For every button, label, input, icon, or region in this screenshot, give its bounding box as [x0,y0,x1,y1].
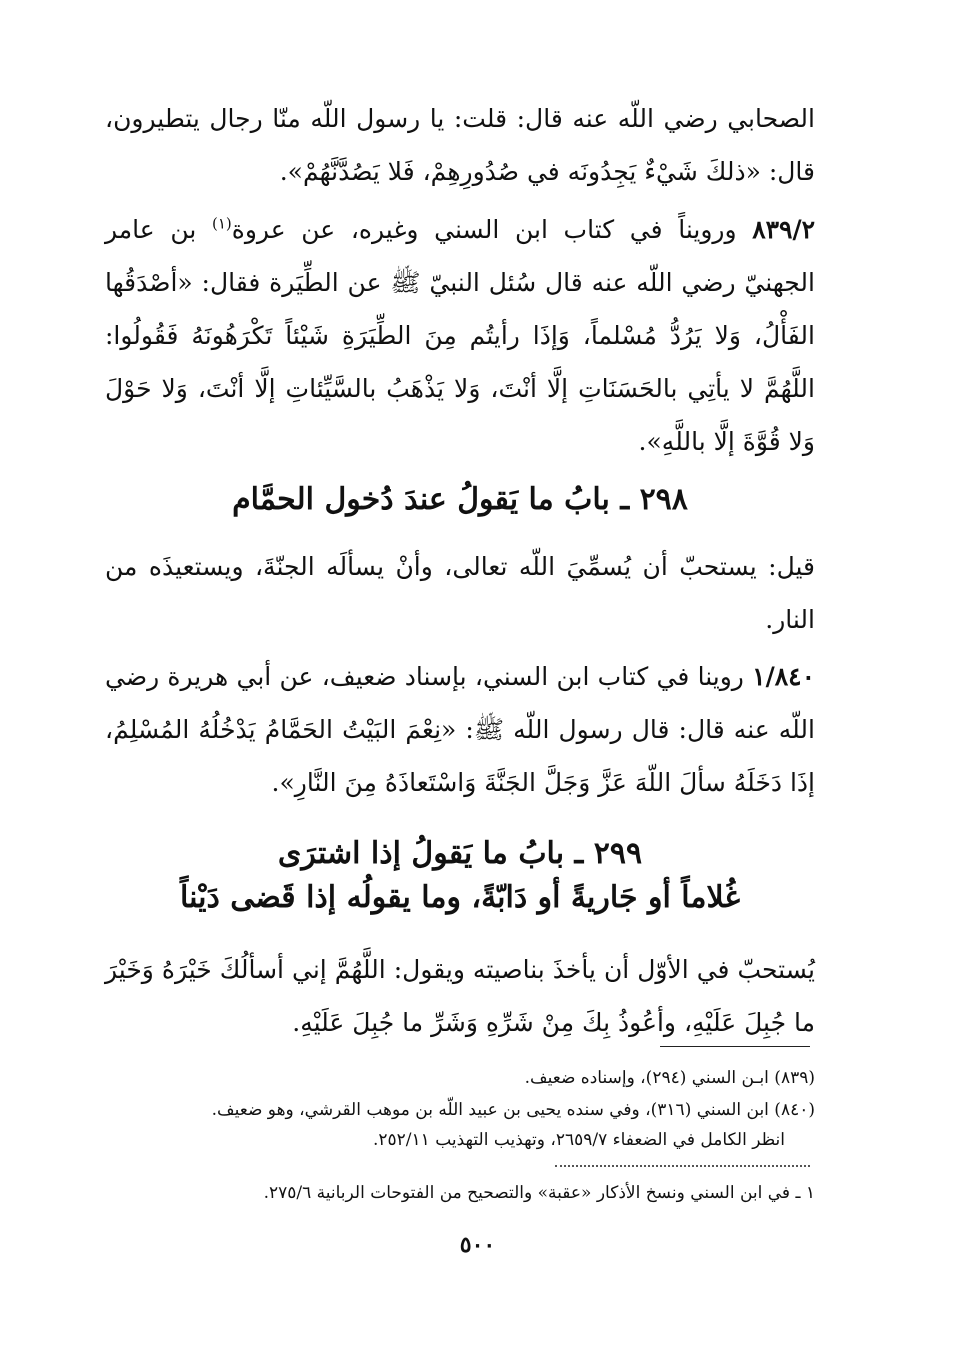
footnote-839: (٨٣٩) ابـن السني (٢٩٤)، وإسناده ضعيف. [524,1068,815,1088]
footnote-840 [105,1095,815,1155]
footnote-ref-1[interactable]: (١) [211,214,232,233]
footnote-note-1: ١ ـ في ابن السني ونسخ الأذكار «عقبة» والتصحيح من الفتوحات الربانية ٢٧٥/٦. [263,1183,815,1203]
page-number: ٥٠٠ [459,1232,496,1258]
hadith-number-839: ٨٣٩/٢ [752,215,816,244]
paragraph-intro-text: الصحابي رضي اللّه عنه قال: قلت: يا رسول اللّه منّا رجال يتطيرون، قال: «ذلكَ شَيْءٌ يَجِدُونَه في صُدُورِهِمْ، فَلا يَصُدَّنَّهُمْ». [105,104,815,186]
paragraph-299-intro [105,943,815,1049]
chapter-heading-299 [105,832,815,920]
footnote-divider [660,1046,810,1047]
chapter-heading-299-line2: غُلاماً أو جَاريةً أو دَابّةً، وما يقولُه إذا قَضى دَيْناً [179,880,741,915]
paragraph-839-text-1: ورويناً في كتاب ابن السني وغيره، عن عروة [231,215,737,244]
paragraph-298-intro-text: قيل: يستحبّ أن يُسمِّيَ اللّه تعالى، وأنْ يسألَه الجنّةَ، ويستعيذَه من النار. [105,552,815,634]
paragraph-839-text-2: بن عامر الجهنيّ رضي اللّه عنه قال سُئل النبيّ ﷺ عن الطِّيَرة فقال: «أصْدَقُها الفَأْلُ، وَلا يَرُدُّ مُسْلماً، وَإذَا رأيتُم مِنَ الطِّيَرَةِ شَيْئاً تَكْرَهُونَهُ فَقُولُوا: اللَّهُمَّ لا يأتِي بالحَسَنَاتِ إلَّا أنْتَ، وَلا يَذْهَبُ بالسَّيِّئاتِ إلَّا أنْتَ، وَلا حَوْلَ وَلا قُوَّةَ إلَّا باللَّهِ». [105,215,815,456]
paragraph-298-intro [105,540,815,646]
paragraph-intro [105,92,815,198]
dotted-separator [555,1165,810,1167]
footnote-840-line1: (٨٤٠) ابن السني (٣١٦)، وفي سنده يحيى بن عبيد اللّه بن موهب القرشي، وهو ضعيف. [211,1100,815,1120]
chapter-heading-299-line1: ٢٩٩ ـ بابُ ما يَقولُ إذا اشترَى [277,836,643,871]
paragraph-299-intro-text: يُستحبّ في الأوّل أن يأخذَ بناصيته ويقول: اللَّهُمَّ إني أسألُكَ خَيْرَهُ وَخَيْرَ ما جُبِلَ عَلَيْهِ، وأعُوذُ بِكَ مِنْ شَرِّهِ وَشَرِّ ما جُبِلَ عَلَيْهِ. [105,955,815,1037]
footnote-840-line2: انظر الكامل في الضعفاء ٢٦٥٩/٧، وتهذيب التهذيب ٢٥٢/١١. [373,1130,785,1150]
chapter-heading-298: ٢٩٨ ـ بابُ ما يَقولُ عندَ دُخول الحمَّام [232,482,688,517]
paragraph-840-text: روينا في كتاب ابن السني، بإسناد ضعيف، عن أبي هريرة رضي اللّه عنه قال: قال رسول اللّه ﷺ: «نِعْمَ البَيْتُ الحَمَّامُ يَدْخُلُهُ المُسْلِمُ، إذَا دَخَلَهُ سألَ اللّهَ عَزَّ وَجَلَّ الجَنَّةَ وَاسْتَعاذَهُ مِنَ النَّارِ». [105,662,815,797]
hadith-number-840: ١/٨٤٠ [752,662,815,691]
paragraph-840 [105,650,815,809]
paragraph-839 [105,203,815,468]
